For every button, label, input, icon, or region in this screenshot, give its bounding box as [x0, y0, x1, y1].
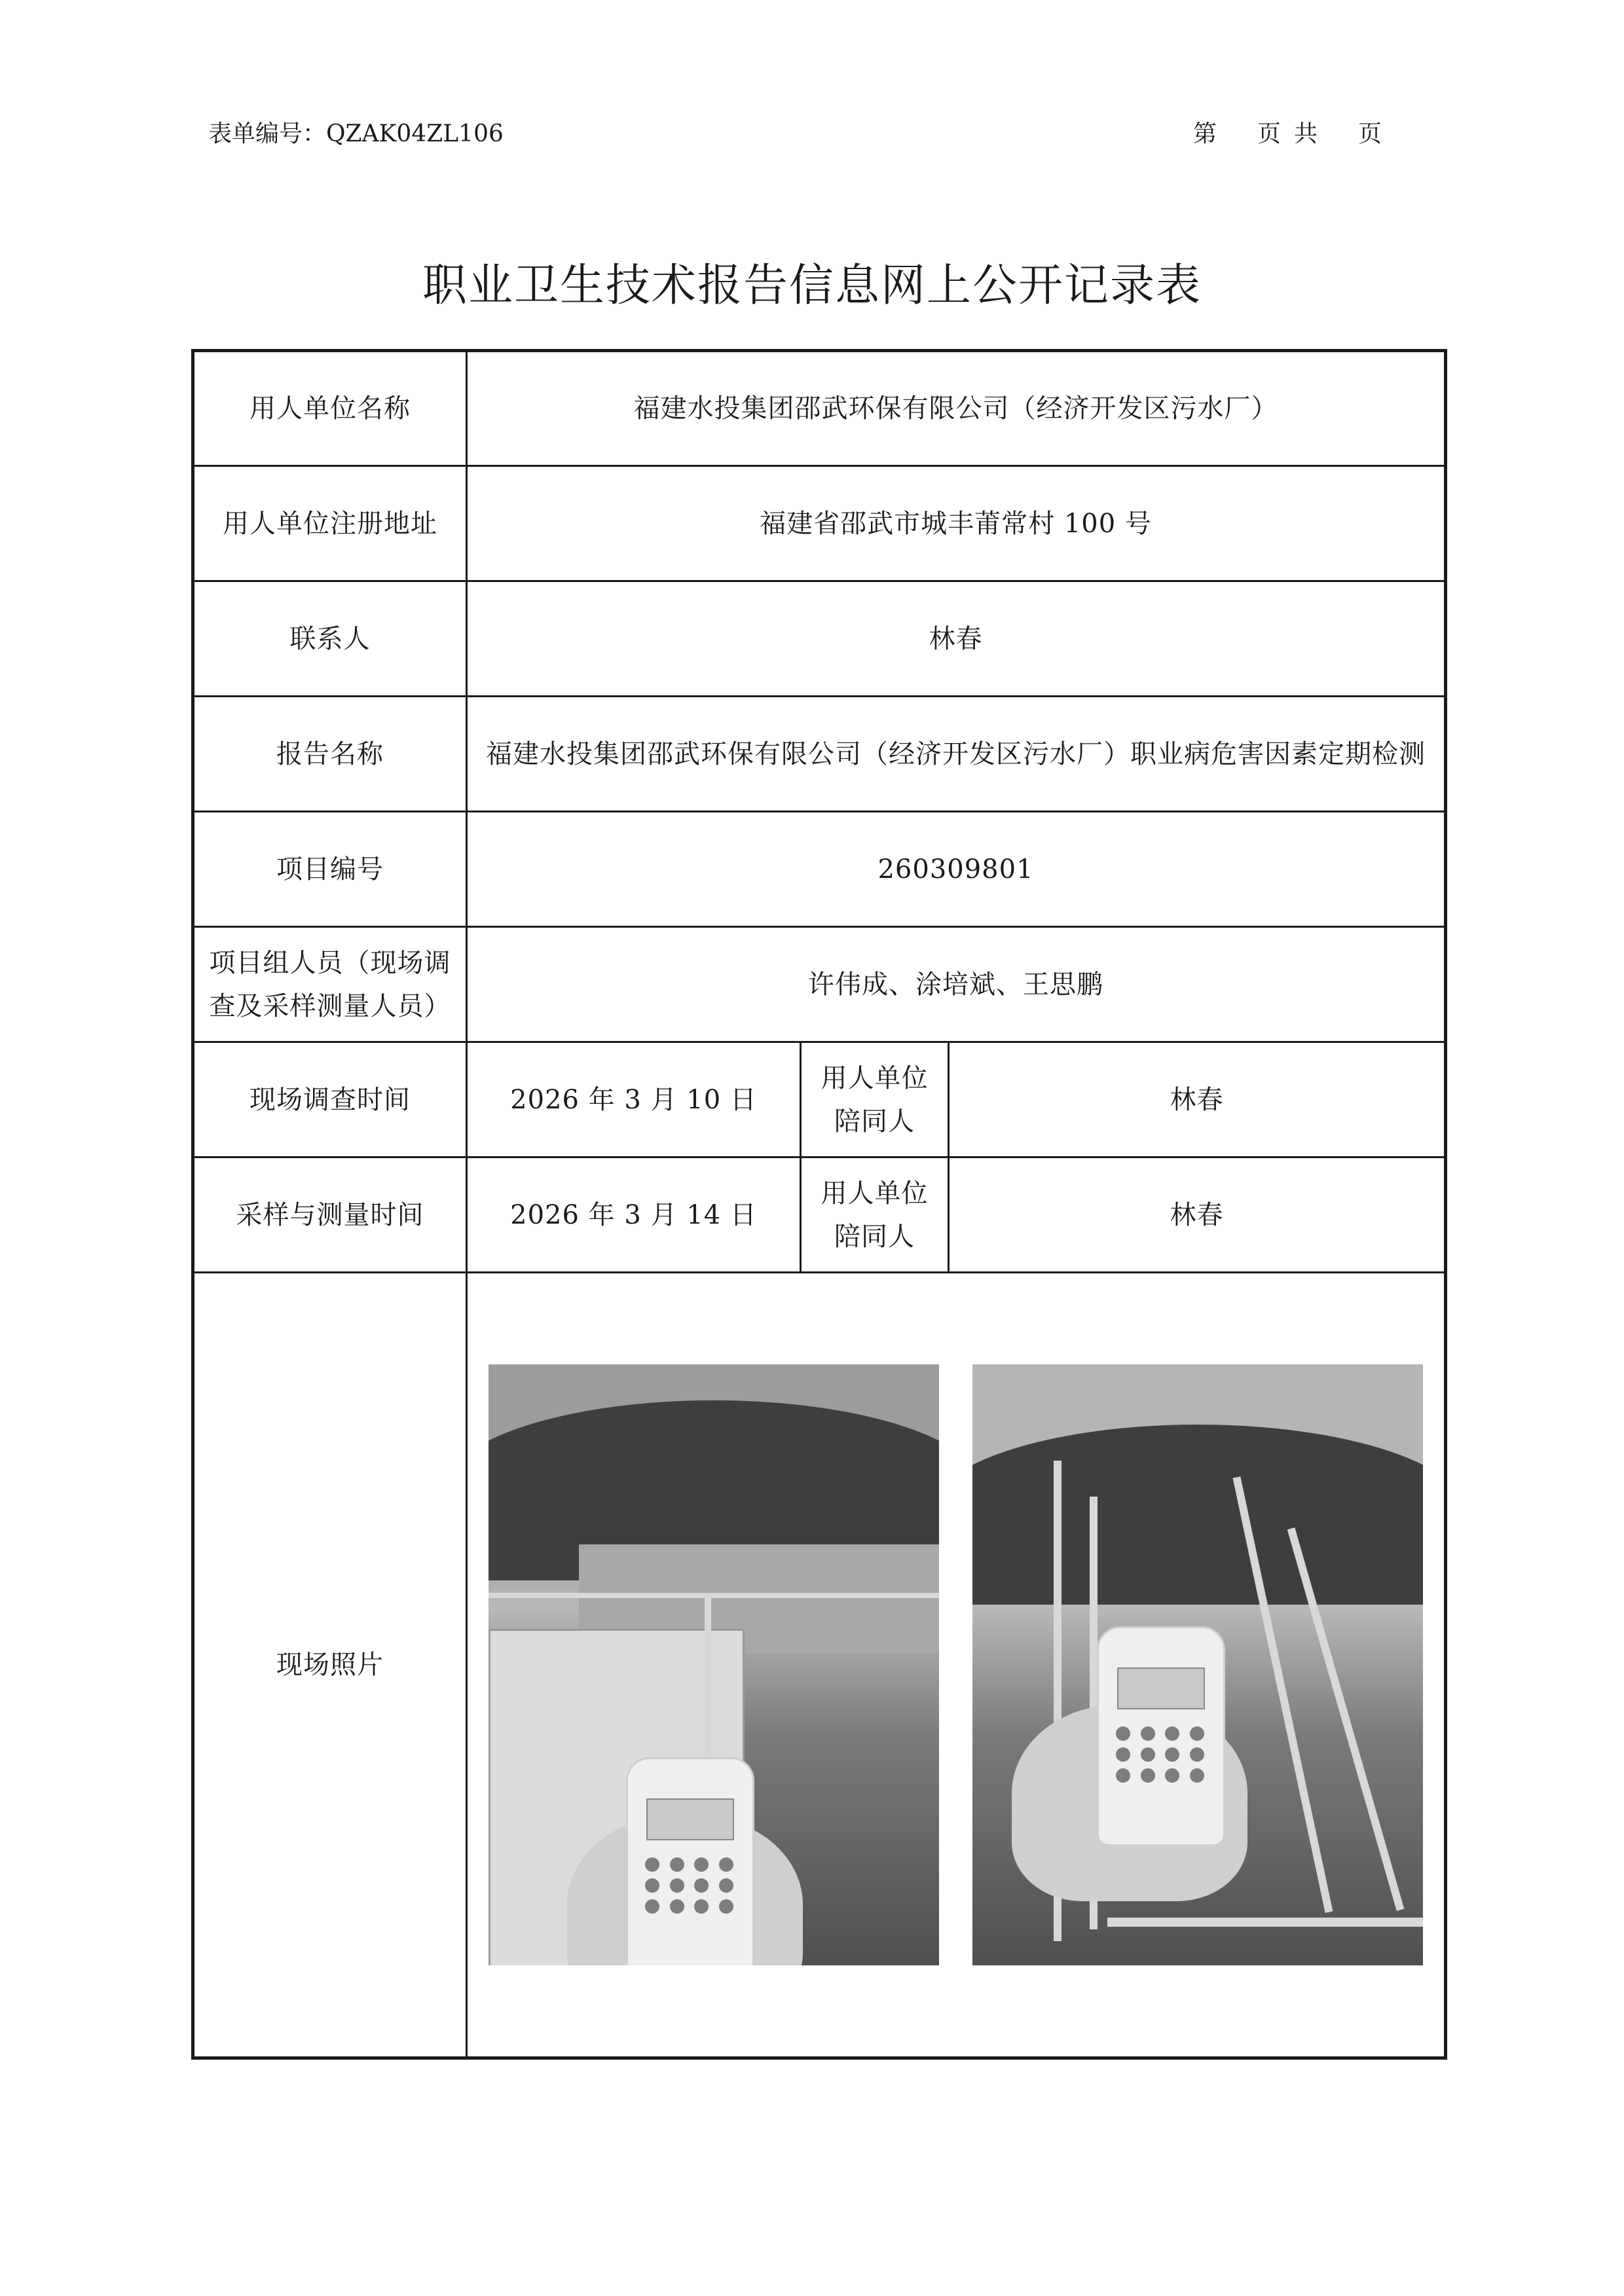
photos-container: [481, 1364, 1431, 1965]
record-table: [191, 349, 1447, 2060]
form-number-value: QZAK04ZL106: [326, 120, 504, 147]
sampling-escort-label: 用人单位陪同人: [801, 1157, 949, 1273]
photo-1-meter-keys: [645, 1857, 737, 1914]
row-employer-name: [193, 351, 1446, 466]
employer-name-label: 用人单位名称: [193, 351, 467, 466]
photo-1-sound-level-meter: [626, 1757, 754, 1965]
address-value: 福建省邵武市城丰莆常村 100 号: [467, 466, 1446, 581]
row-sampling-time: [193, 1157, 1446, 1273]
team-value: 许伟成、涂培斌、王思鹏: [467, 927, 1446, 1042]
page-info-gong: 共: [1294, 120, 1318, 147]
sampling-escort-value: 林春: [949, 1157, 1446, 1273]
page-info: [1193, 115, 1382, 149]
photo-1-meter-screen: [646, 1798, 734, 1840]
row-contact: [193, 581, 1446, 697]
survey-time-label: 现场调查时间: [193, 1042, 467, 1157]
photo-2-hillside: [972, 1425, 1423, 1605]
form-number-label: 表单编号：: [208, 120, 327, 147]
contact-value: 林春: [467, 581, 1446, 697]
row-team: [193, 927, 1446, 1042]
photo-2-rail-bottom: [1107, 1918, 1423, 1927]
sampling-time-value: 2026 年 3 月 14 日: [467, 1157, 801, 1273]
survey-time-value: 2026 年 3 月 10 日: [467, 1042, 801, 1157]
page-info-di: 第: [1193, 120, 1217, 147]
document-title: 职业卫生技术报告信息网上公开记录表: [422, 260, 1202, 312]
employer-name-value: 福建水投集团邵武环保有限公司（经济开发区污水厂）: [467, 351, 1446, 466]
survey-escort-label: 用人单位陪同人: [801, 1042, 949, 1157]
photo-2-sound-level-meter: [1097, 1626, 1225, 1846]
form-number: [208, 115, 504, 149]
photo-2-meter-screen: [1117, 1667, 1205, 1709]
survey-escort-value: 林春: [949, 1042, 1446, 1157]
site-photo-1: [489, 1364, 939, 1965]
row-address: [193, 466, 1446, 581]
page-info-ye2: 页: [1358, 120, 1382, 147]
row-photos: [193, 1273, 1446, 2058]
address-label: 用人单位注册地址: [193, 466, 467, 581]
row-report-name: [193, 697, 1446, 812]
photo-2-meter-keys: [1116, 1726, 1208, 1783]
report-name-value: 福建水投集团邵武环保有限公司（经济开发区污水厂）职业病危害因素定期检测: [467, 697, 1446, 812]
project-no-label: 项目编号: [193, 812, 467, 927]
contact-label: 联系人: [193, 581, 467, 697]
row-project-no: [193, 812, 1446, 927]
photos-label: 现场照片: [193, 1273, 467, 2058]
report-name-label: 报告名称: [193, 697, 467, 812]
project-no-value: 260309801: [467, 812, 1446, 927]
site-photo-2: [972, 1364, 1423, 1965]
team-label: 项目组人员（现场调查及采样测量人员）: [193, 927, 467, 1042]
row-survey-time: [193, 1042, 1446, 1157]
photos-cell: [467, 1273, 1446, 2058]
page-info-ye: 页: [1257, 120, 1282, 147]
photo-1-railing: [489, 1593, 939, 1598]
sampling-time-label: 采样与测量时间: [193, 1157, 467, 1273]
